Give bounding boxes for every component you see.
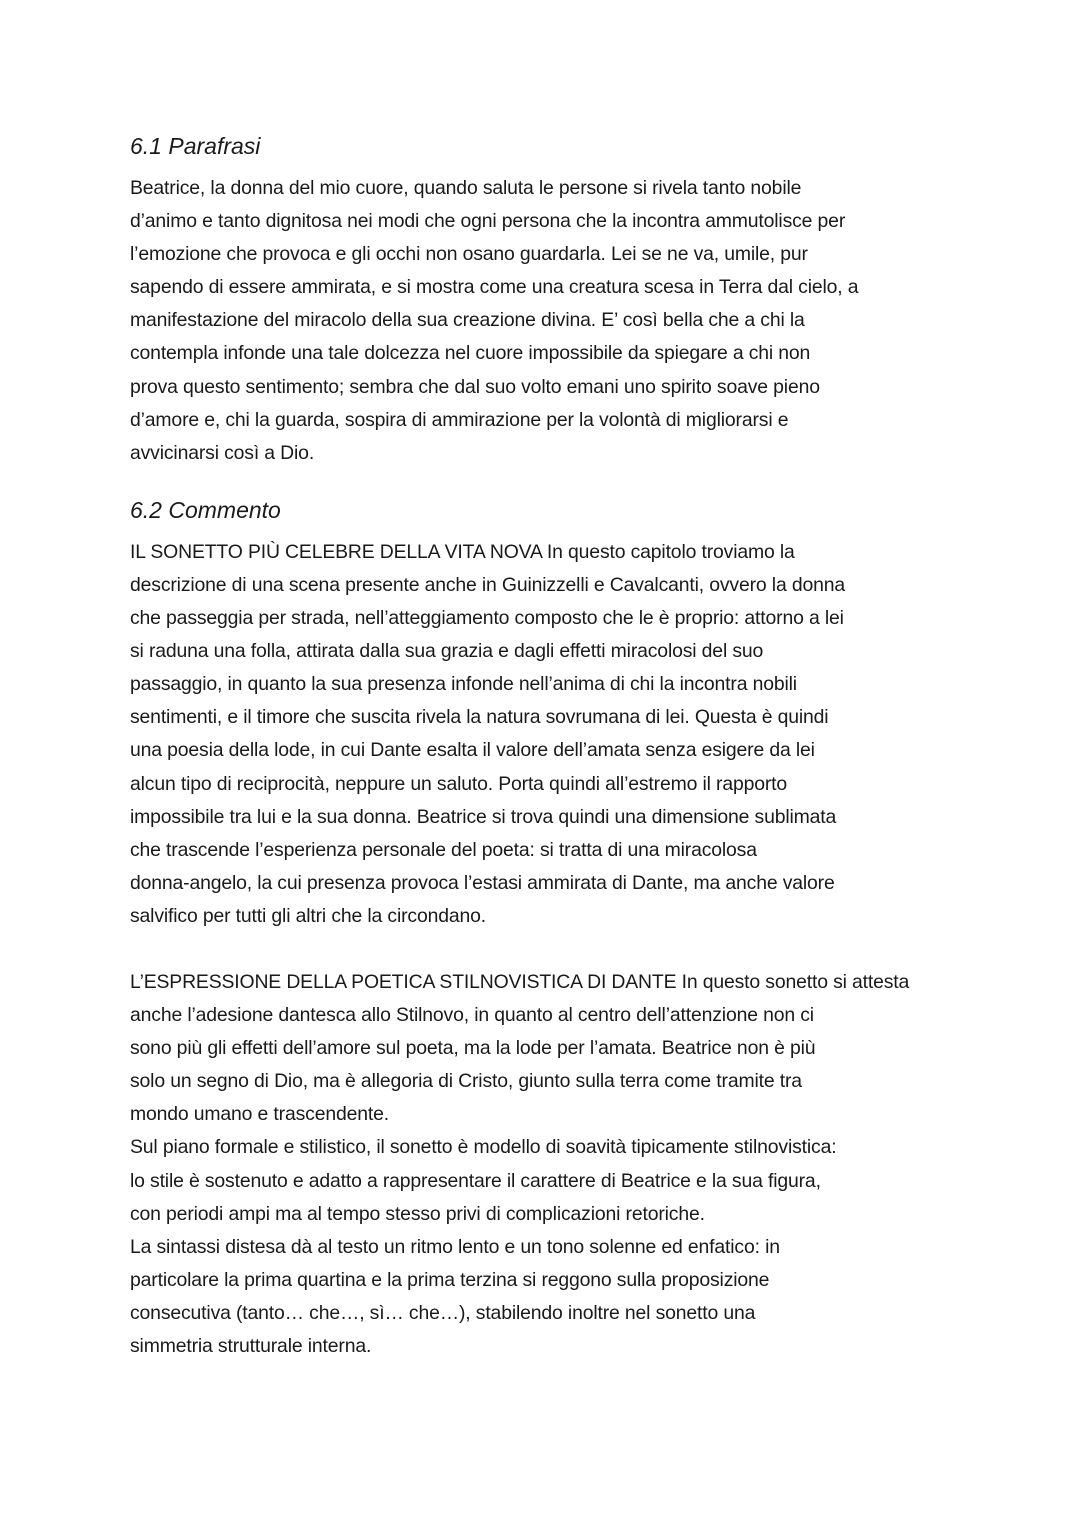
text-line: si raduna una folla, attirata dalla sua grazia e dagli effetti miracolosi del suo xyxy=(130,640,764,663)
text-line: con periodi ampi ma al tempo stesso privi di complicazioni retoriche. xyxy=(130,1202,705,1225)
text-line: consecutiva (tanto… che…, sì… che…), stabilendo inoltre nel sonetto una xyxy=(130,1301,756,1324)
text-line: donna-angelo, la cui presenza provoca l’estasi ammirata di Dante, ma anche valore xyxy=(130,871,835,894)
text-line: particolare la prima quartina e la prima terzina si reggono sulla proposizione xyxy=(130,1268,770,1291)
text-line: una poesia della lode, in cui Dante esalta il valore dell’amata senza esigere da lei xyxy=(130,739,815,762)
text-line: sentimenti, e il timore che suscita rivela la natura sovrumana di lei. Questa è quindi xyxy=(130,706,829,729)
document-page xyxy=(130,128,960,1363)
text-line: che trascende l’esperienza personale del poeta: si tratta di una miracolosa xyxy=(130,838,757,861)
text-line: impossibile tra lui e la sua donna. Beatrice si trova quindi una dimensione sublimata xyxy=(130,805,837,828)
text-line: solo un segno di Dio, ma è allegoria di Cristo, giunto sulla terra come tramite tra xyxy=(130,1070,802,1093)
text-line: sono più gli effetti dell’amore sul poeta, ma la lode per l’amata. Beatrice non è più xyxy=(130,1037,816,1060)
text-line: contempla infonde una tale dolcezza nel cuore impossibile da spiegare a chi non xyxy=(130,342,811,365)
section-heading: 6.1 Parafrasi xyxy=(130,133,261,159)
section-heading: 6.2 Commento xyxy=(130,496,281,523)
text-line: L’ESPRESSIONE DELLA POETICA STILNOVISTICA DI DANTE In questo sonetto si attesta xyxy=(130,970,910,993)
text-line: che passeggia per strada, nell’atteggiamento composto che le è proprio: attorno a lei xyxy=(130,607,844,630)
text-line: prova questo sentimento; sembra che dal suo volto emani uno spirito soave pieno xyxy=(130,375,820,398)
paragraph-spacer xyxy=(130,933,960,966)
text-line: anche l’adesione dantesca allo Stilnovo, in quanto al centro dell’attenzione non ci xyxy=(130,1004,814,1027)
section-commento xyxy=(130,492,960,1363)
text-line: l’emozione che provoca e gli occhi non osano guardarla. Lei se ne va, umile, pur xyxy=(130,243,808,266)
text-line: salvifico per tutti gli altri che la circondano. xyxy=(130,904,487,927)
text-line: mondo umano e trascendente. xyxy=(130,1103,389,1126)
text-line: d’amore e, chi la guarda, sospira di ammirazione per la volontà di migliorarsi e xyxy=(130,408,789,431)
text-line: d’animo e tanto dignitosa nei modi che ogni persona che la incontra ammutolisce per xyxy=(130,210,846,233)
text-line: lo stile è sostenuto e adatto a rappresentare il carattere di Beatrice e la sua figura, xyxy=(130,1169,821,1192)
paragraph xyxy=(130,172,960,470)
text-line: alcun tipo di reciprocità, neppure un saluto. Porta quindi all’estremo il rapporto xyxy=(130,772,788,795)
text-line: Beatrice, la donna del mio cuore, quando saluta le persone si rivela tanto nobile xyxy=(130,177,802,199)
text-line: IL SONETTO PIÙ CELEBRE DELLA VITA NOVA In questo capitolo troviamo la xyxy=(130,540,795,563)
text-line: Sul piano formale e stilistico, il sonetto è modello di soavità tipicamente stilnovistica: xyxy=(130,1136,837,1159)
text-line: simmetria strutturale interna. xyxy=(130,1335,372,1357)
text-line: La sintassi distesa dà al testo un ritmo lento e un tono solenne ed enfatico: in xyxy=(130,1235,780,1258)
section-parafrasi xyxy=(130,128,960,470)
paragraph xyxy=(130,536,960,933)
text-line: manifestazione del miracolo della sua creazione divina. E’ così bella che a chi la xyxy=(130,309,805,332)
text-line: descrizione di una scena presente anche in Guinizzelli e Cavalcanti, ovvero la donna xyxy=(130,573,845,596)
text-line: sapendo di essere ammirata, e si mostra come una creatura scesa in Terra dal cielo, a xyxy=(130,276,859,299)
text-line: avvicinarsi così a Dio. xyxy=(130,441,315,464)
paragraph xyxy=(130,966,960,1363)
text-line: passaggio, in quanto la sua presenza infonde nell’anima di chi la incontra nobili xyxy=(130,673,797,696)
